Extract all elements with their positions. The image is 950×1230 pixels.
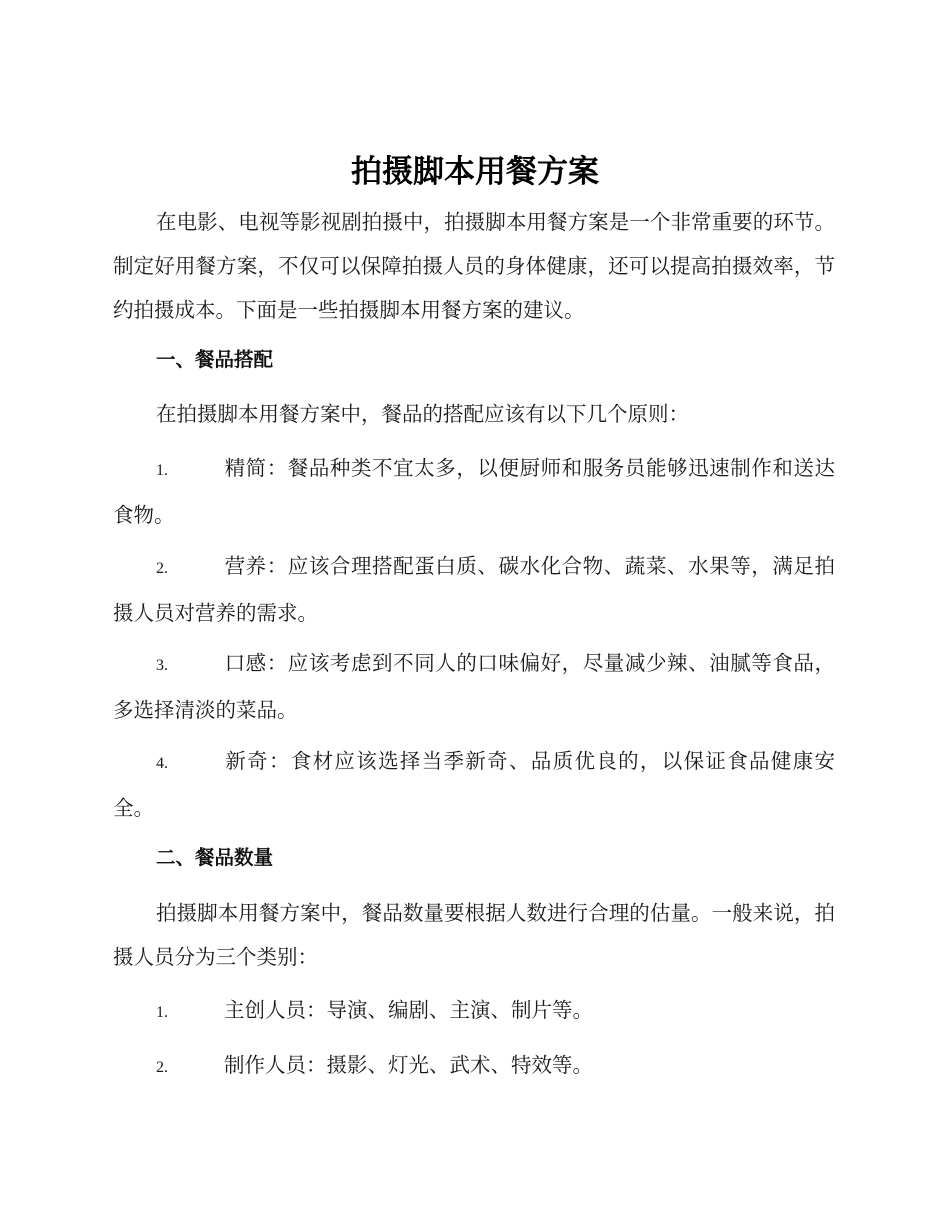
list-text: 口感：应该考虑到不同人的口味偏好，尽量减少辣、油腻等食品，多选择清淡的菜品。 (113, 651, 835, 722)
list-item (113, 988, 835, 1035)
list-text: 营养：应该合理搭配蛋白质、碳水化合物、蔬菜、水果等，满足拍摄人员对营养的需求。 (113, 554, 835, 625)
list-text: 精简：餐品种类不宜太多，以便厨师和服务员能够迅速制作和送达食物。 (113, 456, 835, 527)
list-item (113, 1043, 835, 1090)
list-text: 新奇：食材应该选择当季新奇、品质优良的，以保证食品健康安全。 (113, 749, 835, 820)
section-lead-quantity: 拍摄脚本用餐方案中，餐品数量要根据人数进行合理的估量。一般来说，拍摄人员分为三个类别： (113, 901, 835, 969)
list-item (113, 544, 835, 635)
list-number: 2. (156, 560, 168, 577)
list-text: 制作人员：摄影、灯光、武术、特效等。 (224, 1053, 593, 1077)
list-number: 4. (156, 755, 168, 772)
list-item (113, 739, 835, 830)
list-text: 主创人员：导演、编剧、主演、制片等。 (224, 998, 593, 1022)
section-heading-quantity: 二、餐品数量 (156, 846, 274, 869)
list-item (113, 446, 835, 537)
list-number: 1. (156, 1004, 168, 1021)
intro-paragraph: 在电影、电视等影视剧拍摄中，拍摄脚本用餐方案是一个非常重要的环节。制定好用餐方案，不仅可以保障拍摄人员的身体健康，还可以提高拍摄效率，节约拍摄成本。下面是一些拍摄脚本用餐方案的建议。 (113, 210, 835, 322)
list-item (113, 641, 835, 732)
list-number: 2. (156, 1059, 168, 1076)
section-heading-pairing: 一、餐品搭配 (156, 348, 274, 371)
list-number: 3. (156, 657, 168, 674)
page-title: 拍摄脚本用餐方案 (351, 154, 599, 190)
list-number: 1. (156, 462, 168, 479)
section-lead-pairing: 在拍摄脚本用餐方案中，餐品的搭配应该有以下几个原则： (156, 402, 689, 426)
